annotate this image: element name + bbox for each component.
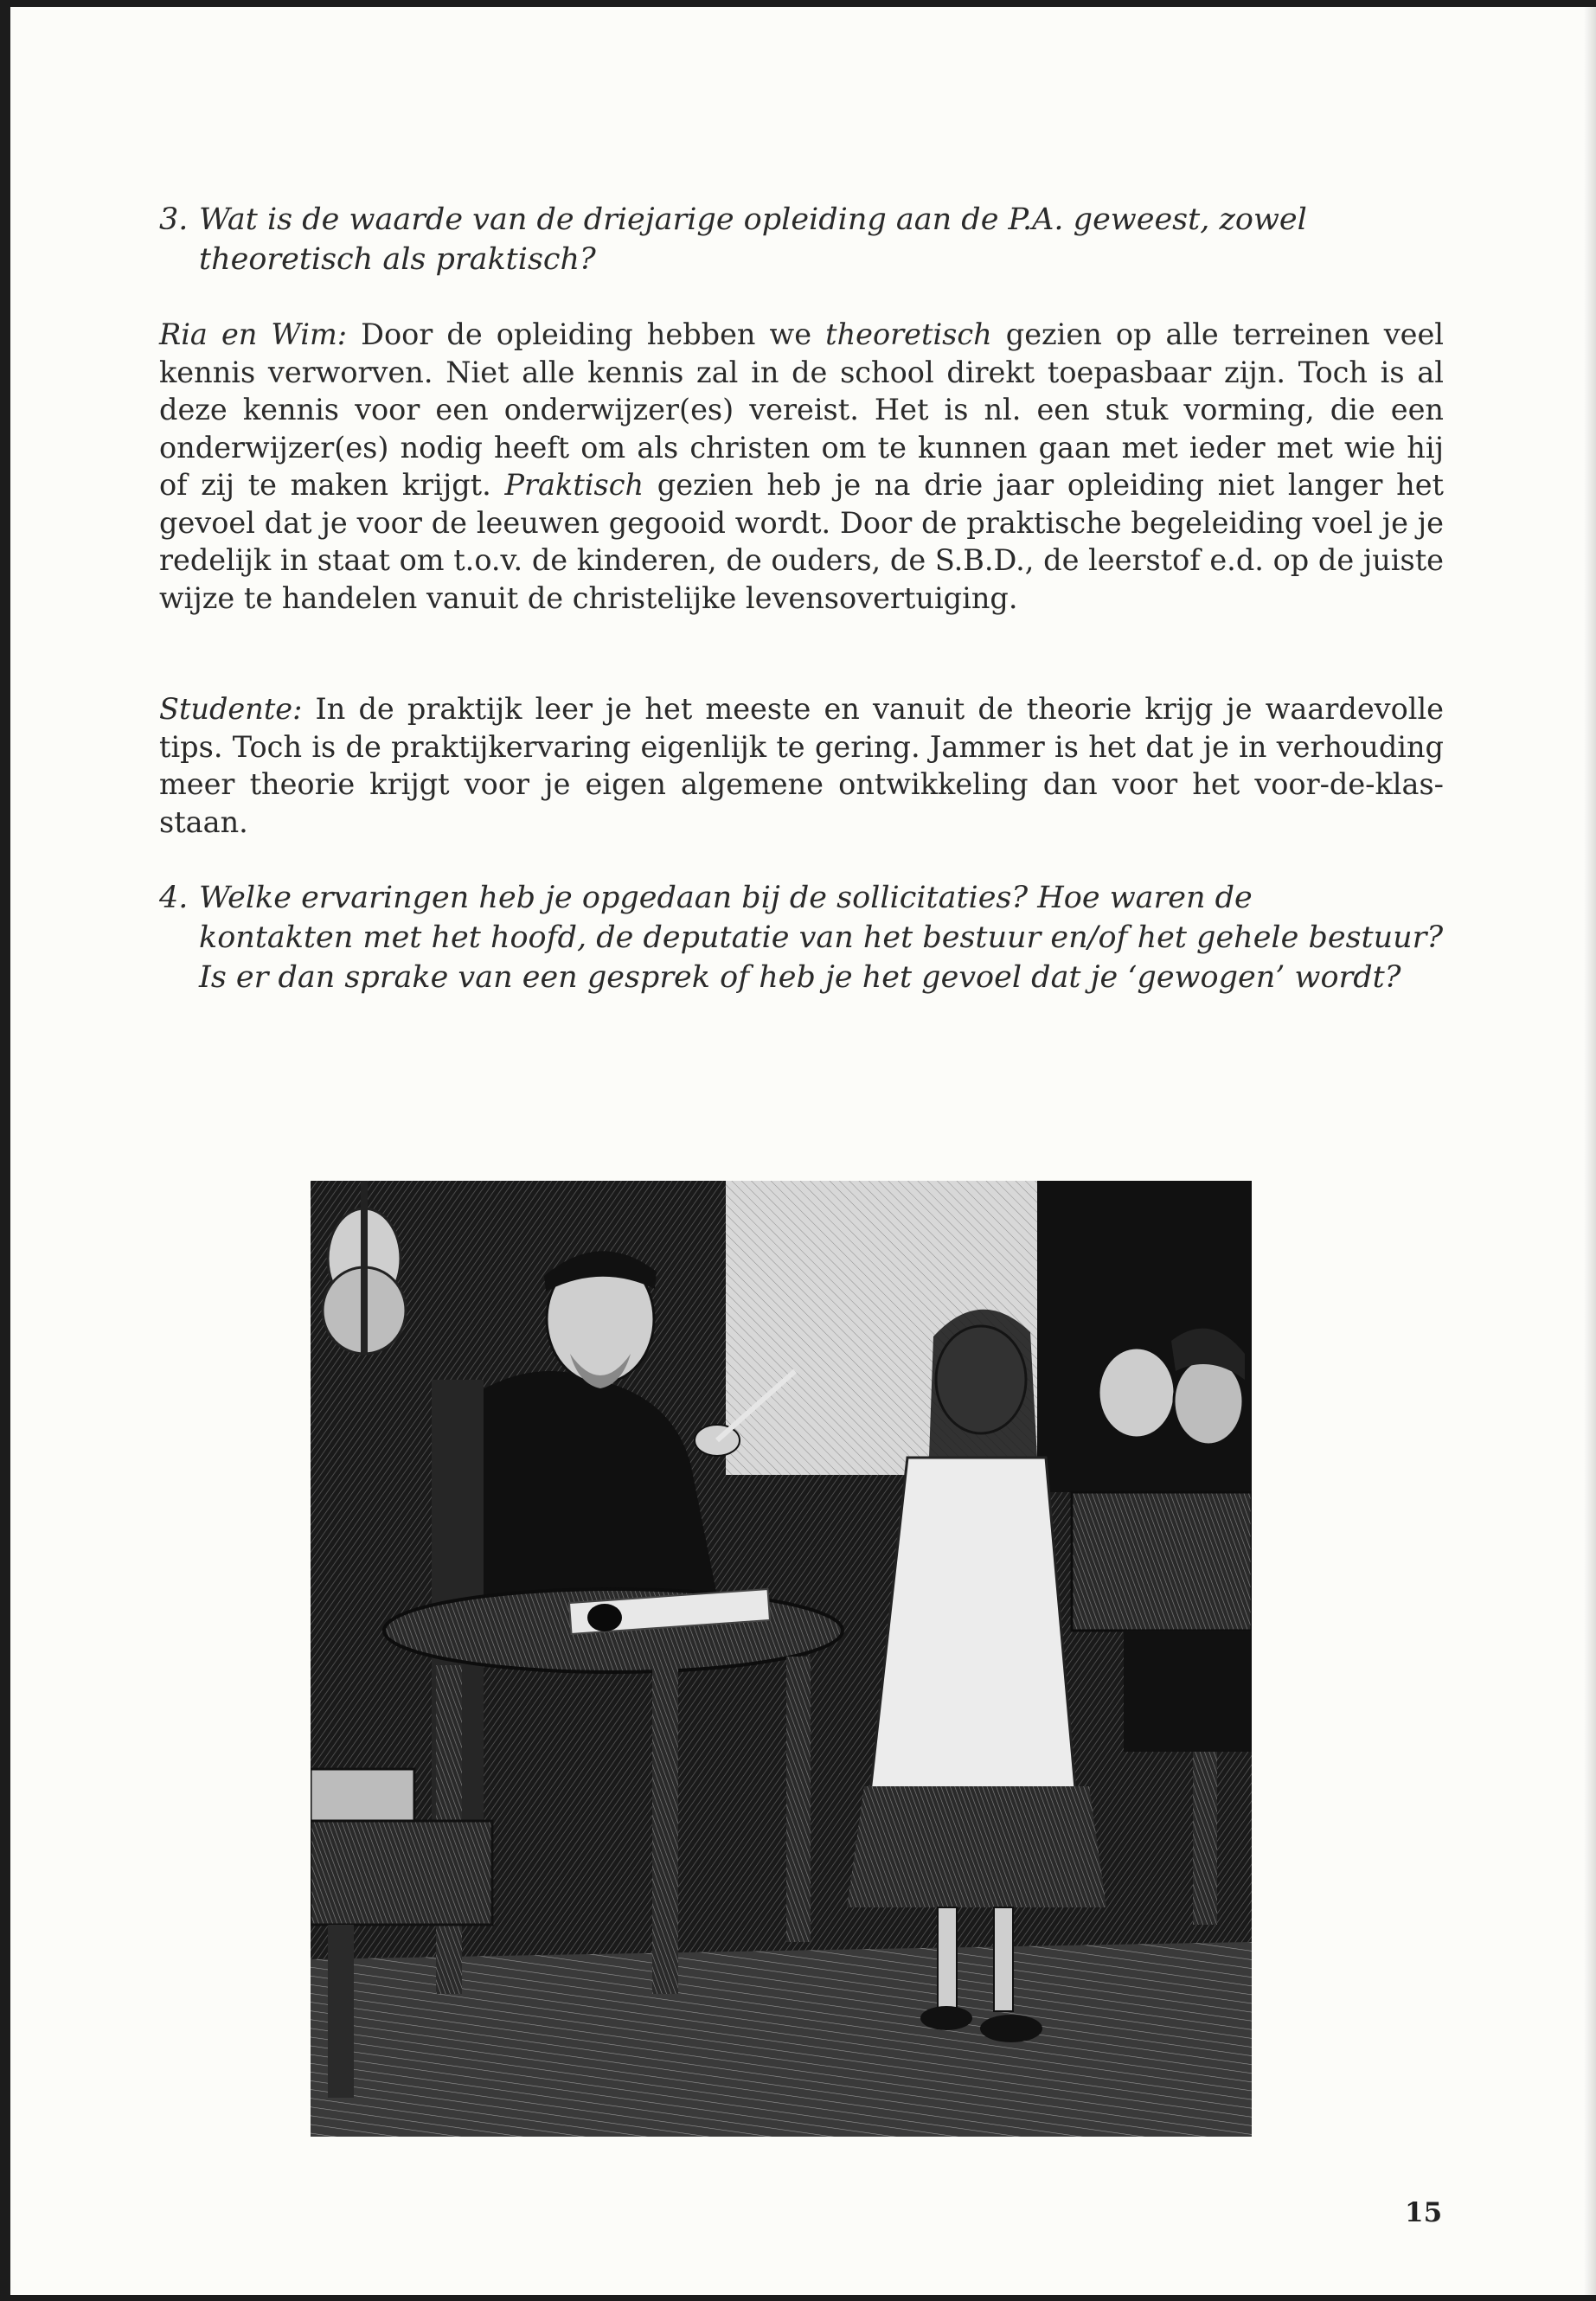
question-4-text	[159, 878, 1444, 997]
question-4-number: 4.	[159, 881, 189, 915]
engraving-teacher-and-girl-icon	[311, 1181, 1252, 2137]
answer-ria-wim-emphasis-2: Praktisch	[504, 468, 644, 502]
question-3-number: 3.	[159, 202, 189, 237]
speaker-studente: Studente:	[159, 692, 303, 726]
question-3-line-1: Wat is de waarde van de driejarige opleiding aan de P.A. geweest, zowel	[199, 202, 1307, 237]
illustration-engraving	[311, 1181, 1252, 2137]
question-4-rest: kontakten met het hoofd, de deputatie van het bestuur en/of het gehele bestuur? Is er dan sprake van een gesprek of heb je het gevoel dat je ‘gewogen’ wordt?	[199, 920, 1444, 995]
answer-ria-wim-emphasis-1: theoretisch	[825, 317, 992, 351]
question-3	[159, 200, 1444, 279]
answer-ria-wim-text	[159, 316, 1444, 617]
answer-ria-wim	[159, 316, 1444, 617]
question-3-line-2: theoretisch als praktisch?	[199, 242, 596, 277]
answer-studente-text	[159, 690, 1444, 841]
answer-ria-wim-part-2: gezien op alle terreinen veel kennis verworven. Niet alle kennis zal in de school direkt toepasbaar zijn. Toch is al deze kennis voor een onderwijzer(es) vereist. Het is nl. een stuk vorming, die een onderwijzer(es) nodig heeft om als christen om te kunnen gaan met ieder met wie hij of zij te maken krijgt.	[159, 317, 1444, 502]
question-3-text	[159, 200, 1444, 279]
answer-studente	[159, 690, 1444, 841]
question-4	[159, 878, 1444, 997]
answer-ria-wim-part-1: Door de opleiding hebben we	[361, 317, 812, 351]
question-4-line-1: Welke ervaringen heb je opgedaan bij de sollicitaties? Hoe waren de	[199, 881, 1253, 915]
document-page	[10, 7, 1596, 2295]
speaker-ria-wim: Ria en Wim:	[159, 317, 348, 351]
answer-ria-wim-part-3: gezien heb je na drie jaar opleiding niet langer het gevoel dat je voor de leeuwen gegooid wordt. Door de praktische begeleiding voel je je redelijk in staat om t.o.v. de kinderen, de ouders, de S.B.D., de leerstof e.d. op de juiste wijze te handelen vanuit de christelijke levensovertuiging.	[159, 468, 1445, 615]
page-number: 15	[1405, 2197, 1443, 2228]
answer-studente-body: In de praktijk leer je het meeste en vanuit de theorie krijg je waardevolle tips. Toch is de praktijkervaring eigenlijk te gering. Jammer is het dat je in verhouding meer theorie krijgt voor je eigen algemene ontwikkeling dan voor het voor-de-klas-staan.	[159, 692, 1444, 839]
